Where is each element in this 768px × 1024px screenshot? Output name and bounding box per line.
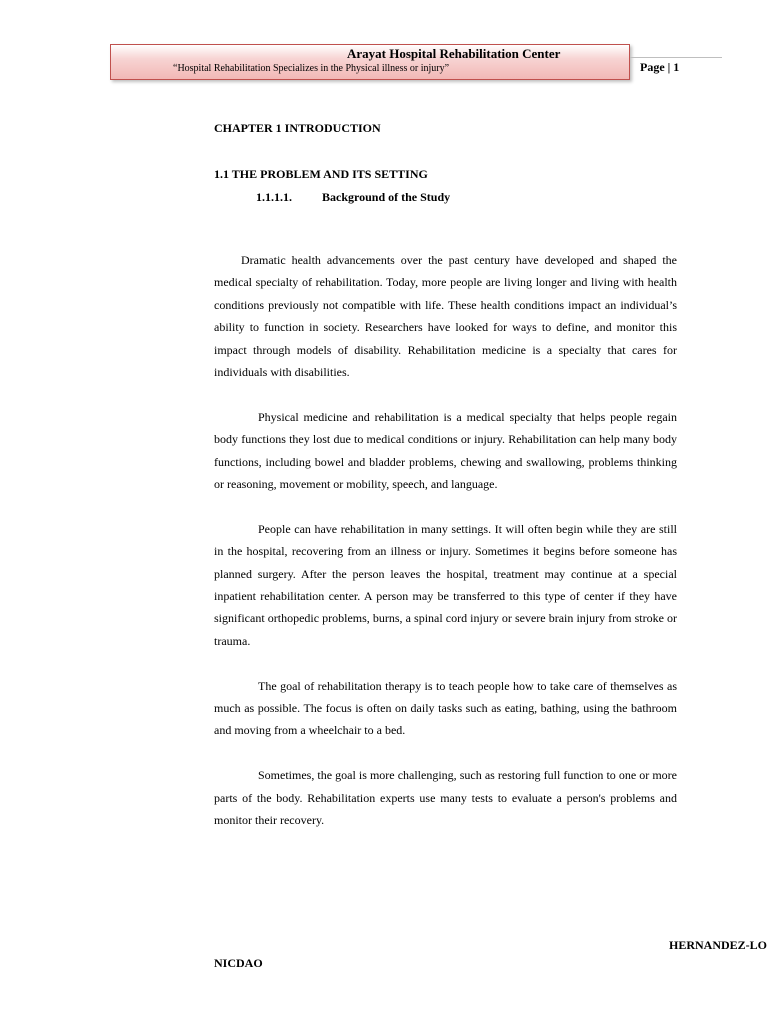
subsection-heading [256, 190, 450, 205]
subsection-number: 1.1.1.1. [256, 190, 292, 204]
header-banner [110, 44, 630, 80]
paragraph: Physical medicine and rehabilitation is a medical specialty that helps people regain body functions they lost due to medical conditions or injury. Rehabilitation can help many body functions, including bowel and bladder problems, chewing and swallowing, problems thinking or reasoning, movement or mobility, speech, and language. [214, 409, 677, 492]
paragraph: People can have rehabilitation in many settings. It will often begin while they are still in the hospital, recovering from an illness or injury. Sometimes it begins before someone has planned surgery. After the person leaves the hospital, treatment may continue at a special inpatient rehabilitation center. A person may be transferred to this type of center if they have significant orthopedic problems, burns, a spinal cord injury or severe brain injury from stroke or trauma. [214, 521, 677, 648]
section-title: 1.1 THE PROBLEM AND ITS SETTING [214, 167, 428, 181]
paragraph: Sometimes, the goal is more challenging, such as restoring full function to one or more parts of the body. Rehabilitation experts use many tests to evaluate a person's problems and monitor their recovery. [214, 768, 677, 828]
body-text [214, 249, 677, 854]
page-number: Page | 1 [640, 60, 680, 74]
subsection-title: Background of the Study [322, 190, 451, 204]
header-tagline: “Hospital Rehabilitation Specializes in the Physical illness or injury” [173, 63, 450, 74]
footer-author-1: HERNANDEZ-LO [669, 938, 768, 952]
footer-author-2: NICDAO [214, 956, 263, 970]
header-title: Arayat Hospital Rehabilitation Center [347, 46, 561, 61]
paragraph: The goal of rehabilitation therapy is to teach people how to take care of themselves as much as possible. The focus is often on daily tasks such as eating, bathing, using the bathroom and moving from a wheelchair to a bed. [214, 678, 677, 738]
paragraph: Dramatic health advancements over the past century have developed and shaped the medical specialty of rehabilitation. Today, more people are living longer and living with health conditions previously not compatible with life. These health conditions impact an individual’s ability to function in society. Researchers have looked for ways to define, and monitor this impact through models of disability. Rehabilitation medicine is a specialty that cares for individuals with disabilities. [214, 253, 677, 380]
header-rule [630, 57, 722, 58]
chapter-title: CHAPTER 1 INTRODUCTION [214, 121, 381, 135]
